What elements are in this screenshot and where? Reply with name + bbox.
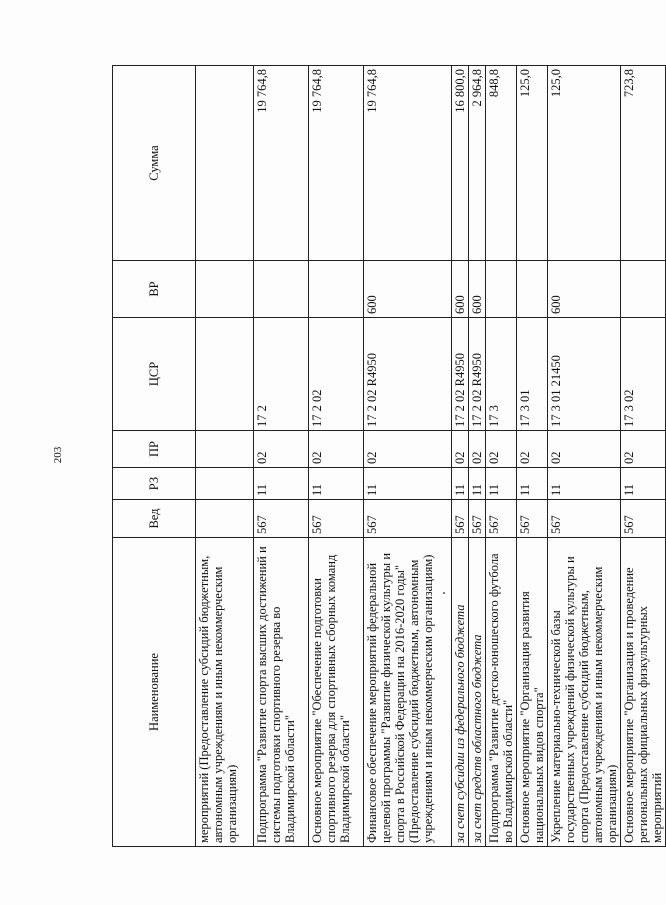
cell-pr: 02: [621, 431, 666, 468]
cell-csr: 17 3 01: [517, 318, 548, 431]
cell-pr: 02: [309, 431, 364, 468]
cell-ved: 567: [364, 500, 452, 538]
table-row: [309, 66, 364, 847]
cell-csr: 17 2 02 R4950: [452, 318, 469, 431]
cell-vr: [621, 261, 666, 318]
cell-rz: 11: [469, 468, 486, 500]
cell-vr: 600: [469, 261, 486, 318]
cell-rz: 11: [486, 468, 517, 500]
cell-sum: 2 964,8: [469, 66, 486, 261]
table-row: [254, 66, 309, 847]
cell-csr: 17 2 02: [309, 318, 364, 431]
cell-csr: 17 2 02 R4950: [469, 318, 486, 431]
table-row: [517, 66, 548, 847]
cell-name: Финансовое обеспечение мероприятий федеральной целевой программы "Развитие физической культуры и спорта в Российской Федерации на 2016-2020 годы" (Предоставление субсидий бюджетным, автономным учреждениям и иным некоммерческим организациям): [364, 538, 452, 847]
cell-csr: 17 2 02 R4950: [364, 318, 452, 431]
table-header-row: [113, 66, 196, 847]
cell-vr: [196, 261, 254, 318]
cell-rz: 11: [517, 468, 548, 500]
cell-sum: 16 800,0: [452, 66, 469, 261]
header-sum: Сумма: [113, 66, 196, 261]
cell-rz: [196, 468, 254, 500]
cell-ved: 567: [309, 500, 364, 538]
header-name: Наименование: [113, 538, 196, 847]
cell-rz: 11: [621, 468, 666, 500]
cell-name: Основное мероприятие "Организация и проведение региональных официальных физкультурных мероприятий: [621, 538, 666, 847]
cell-ved: 567: [254, 500, 309, 538]
cell-vr: 600: [548, 261, 621, 318]
cell-name: за счет субсидии из федерального бюджета: [452, 538, 469, 847]
cell-pr: 02: [469, 431, 486, 468]
header-pr: ПР: [113, 431, 196, 468]
cell-name: Укрепление материально-технической базы государственных учреждений физической культуры и спорта (Предоставление субсидий бюджетным, автономным учреждениям и иным некоммерческим организациям): [548, 538, 621, 847]
scan-speck: [443, 592, 445, 594]
cell-ved: 567: [548, 500, 621, 538]
cell-vr: [486, 261, 517, 318]
cell-pr: 02: [548, 431, 621, 468]
cell-name: Подпрограмма "Развитие детско-юношеского футбола во Владимирской области": [486, 538, 517, 847]
table-row: [469, 66, 486, 847]
cell-ved: 567: [486, 500, 517, 538]
cell-sum: 125,0: [548, 66, 621, 261]
budget-table: [112, 65, 666, 847]
cell-pr: 02: [364, 431, 452, 468]
cell-pr: 02: [486, 431, 517, 468]
cell-pr: 02: [254, 431, 309, 468]
cell-csr: 17 3 02: [621, 318, 666, 431]
cell-name: мероприятий (Предоставление субсидий бюджетным, автономным учреждениям и иным некоммерческим организациям): [196, 538, 254, 847]
cell-rz: 11: [309, 468, 364, 500]
cell-rz: 11: [452, 468, 469, 500]
table-row: [548, 66, 621, 847]
cell-sum: 848,8: [486, 66, 517, 261]
cell-vr: [517, 261, 548, 318]
cell-ved: 567: [621, 500, 666, 538]
cell-name: Основное мероприятие "Организация развития национальных видов спорта": [517, 538, 548, 847]
cell-sum: 125,0: [517, 66, 548, 261]
cell-name: за счет средств областного бюджета: [469, 538, 486, 847]
cell-ved: [196, 500, 254, 538]
cell-csr: [196, 318, 254, 431]
cell-pr: [196, 431, 254, 468]
cell-rz: 11: [254, 468, 309, 500]
table-row: [364, 66, 452, 847]
header-ved: Вед: [113, 500, 196, 538]
cell-pr: 02: [452, 431, 469, 468]
table-row: [486, 66, 517, 847]
cell-ved: 567: [469, 500, 486, 538]
cell-rz: 11: [364, 468, 452, 500]
header-vr: ВР: [113, 261, 196, 318]
cell-csr: 17 3: [486, 318, 517, 431]
table-row: [621, 66, 666, 847]
cell-sum: 19 764,8: [309, 66, 364, 261]
cell-sum: 19 764,8: [364, 66, 452, 261]
header-csr: ЦСР: [113, 318, 196, 431]
cell-csr: 17 2: [254, 318, 309, 431]
cell-rz: 11: [548, 468, 621, 500]
cell-vr: [254, 261, 309, 318]
page-number: 203: [52, 446, 64, 464]
cell-name: Подпрограмма "Развитие спорта высших достижений и системы подготовки спортивного резерва во Владимирской области": [254, 538, 309, 847]
cell-ved: 567: [517, 500, 548, 538]
rotated-table-container: [112, 66, 664, 847]
cell-vr: [309, 261, 364, 318]
cell-csr: 17 3 01 21450: [548, 318, 621, 431]
cell-sum: 19 764,8: [254, 66, 309, 261]
cell-sum: 723,8: [621, 66, 666, 261]
cell-name: Основное мероприятие "Обеспечение подготовки спортивного резерва для спортивных сборных команд Владимирской области": [309, 538, 364, 847]
cell-sum: [196, 66, 254, 261]
table-row: [452, 66, 469, 847]
cell-vr: 600: [364, 261, 452, 318]
cell-vr: 600: [452, 261, 469, 318]
document-sheet: [112, 66, 664, 847]
header-rz: РЗ: [113, 468, 196, 500]
cell-ved: 567: [452, 500, 469, 538]
table-row: [196, 66, 254, 847]
cell-pr: 02: [517, 431, 548, 468]
